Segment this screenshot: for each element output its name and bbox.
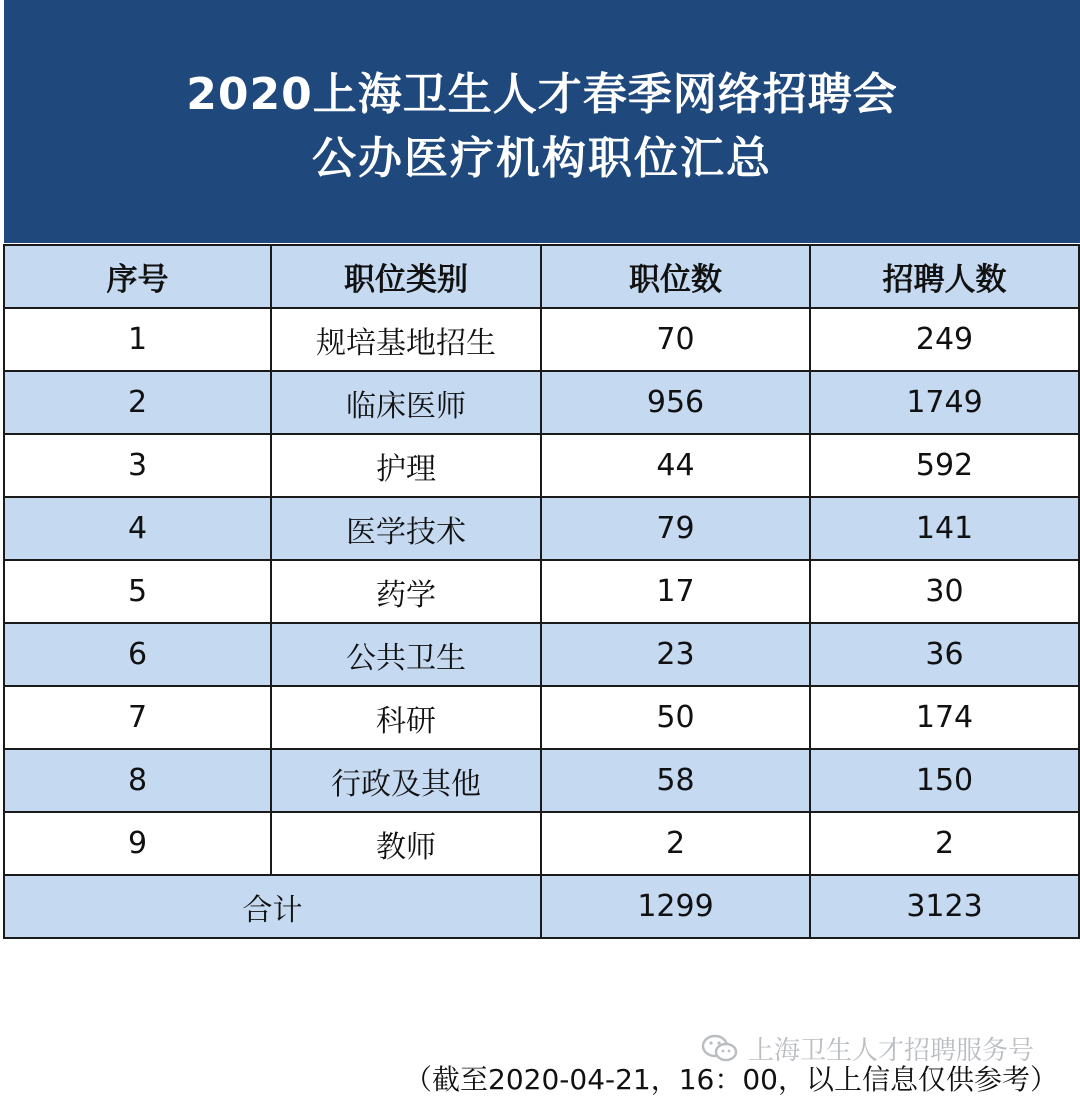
cell-hires: 174	[810, 686, 1079, 749]
title-line-2: 公办医疗机构职位汇总	[312, 133, 772, 184]
cell-positions: 58	[541, 749, 810, 812]
table-row	[4, 560, 1079, 623]
column-header-index: 序号	[4, 245, 271, 308]
cell-hires: 150	[810, 749, 1079, 812]
cell-hires: 36	[810, 623, 1079, 686]
total-positions: 1299	[541, 875, 810, 938]
cell-positions: 23	[541, 623, 810, 686]
table-row	[4, 812, 1079, 875]
cell-index: 8	[4, 749, 271, 812]
cell-index: 9	[4, 812, 271, 875]
cell-category: 规培基地招生	[271, 308, 541, 371]
cell-index: 6	[4, 623, 271, 686]
cell-category: 医学技术	[271, 497, 541, 560]
cell-hires: 1749	[810, 371, 1079, 434]
title-banner	[4, 0, 1080, 243]
table-row	[4, 749, 1079, 812]
column-header-hires: 招聘人数	[810, 245, 1079, 308]
cell-index: 2	[4, 371, 271, 434]
table-row	[4, 308, 1079, 371]
table-row	[4, 686, 1079, 749]
cell-hires: 2	[810, 812, 1079, 875]
table-row	[4, 623, 1079, 686]
cell-hires: 30	[810, 560, 1079, 623]
cell-index: 1	[4, 308, 271, 371]
cell-category: 临床医师	[271, 371, 541, 434]
title-line-1: 2020上海卫生人才春季网络招聘会	[186, 69, 898, 120]
cell-category: 药学	[271, 560, 541, 623]
cell-hires: 249	[810, 308, 1079, 371]
cell-positions: 50	[541, 686, 810, 749]
positions-summary-table	[3, 244, 1080, 939]
watermark-text: 上海卫生人才招聘服务号	[748, 1036, 1035, 1066]
cell-hires: 141	[810, 497, 1079, 560]
cell-positions: 44	[541, 434, 810, 497]
total-hires: 3123	[810, 875, 1079, 938]
cell-category: 公共卫生	[271, 623, 541, 686]
cell-positions: 79	[541, 497, 810, 560]
total-row	[4, 875, 1079, 938]
cell-category: 行政及其他	[271, 749, 541, 812]
cell-category: 护理	[271, 434, 541, 497]
table-row	[4, 371, 1079, 434]
cell-hires: 592	[810, 434, 1079, 497]
cell-index: 4	[4, 497, 271, 560]
cell-positions: 70	[541, 308, 810, 371]
table-header-row	[4, 245, 1079, 308]
cell-category: 科研	[271, 686, 541, 749]
cell-positions: 956	[541, 371, 810, 434]
cell-index: 5	[4, 560, 271, 623]
table-row	[4, 434, 1079, 497]
cell-positions: 2	[541, 812, 810, 875]
table-row	[4, 497, 1079, 560]
cell-category: 教师	[271, 812, 541, 875]
cell-index: 7	[4, 686, 271, 749]
cell-positions: 17	[541, 560, 810, 623]
cell-index: 3	[4, 434, 271, 497]
column-header-category: 职位类别	[271, 245, 541, 308]
footnote: （截至2020-04-21，16：00，以上信息仅供参考）	[404, 1063, 1058, 1096]
total-label: 合计	[4, 875, 541, 938]
column-header-positions: 职位数	[541, 245, 810, 308]
